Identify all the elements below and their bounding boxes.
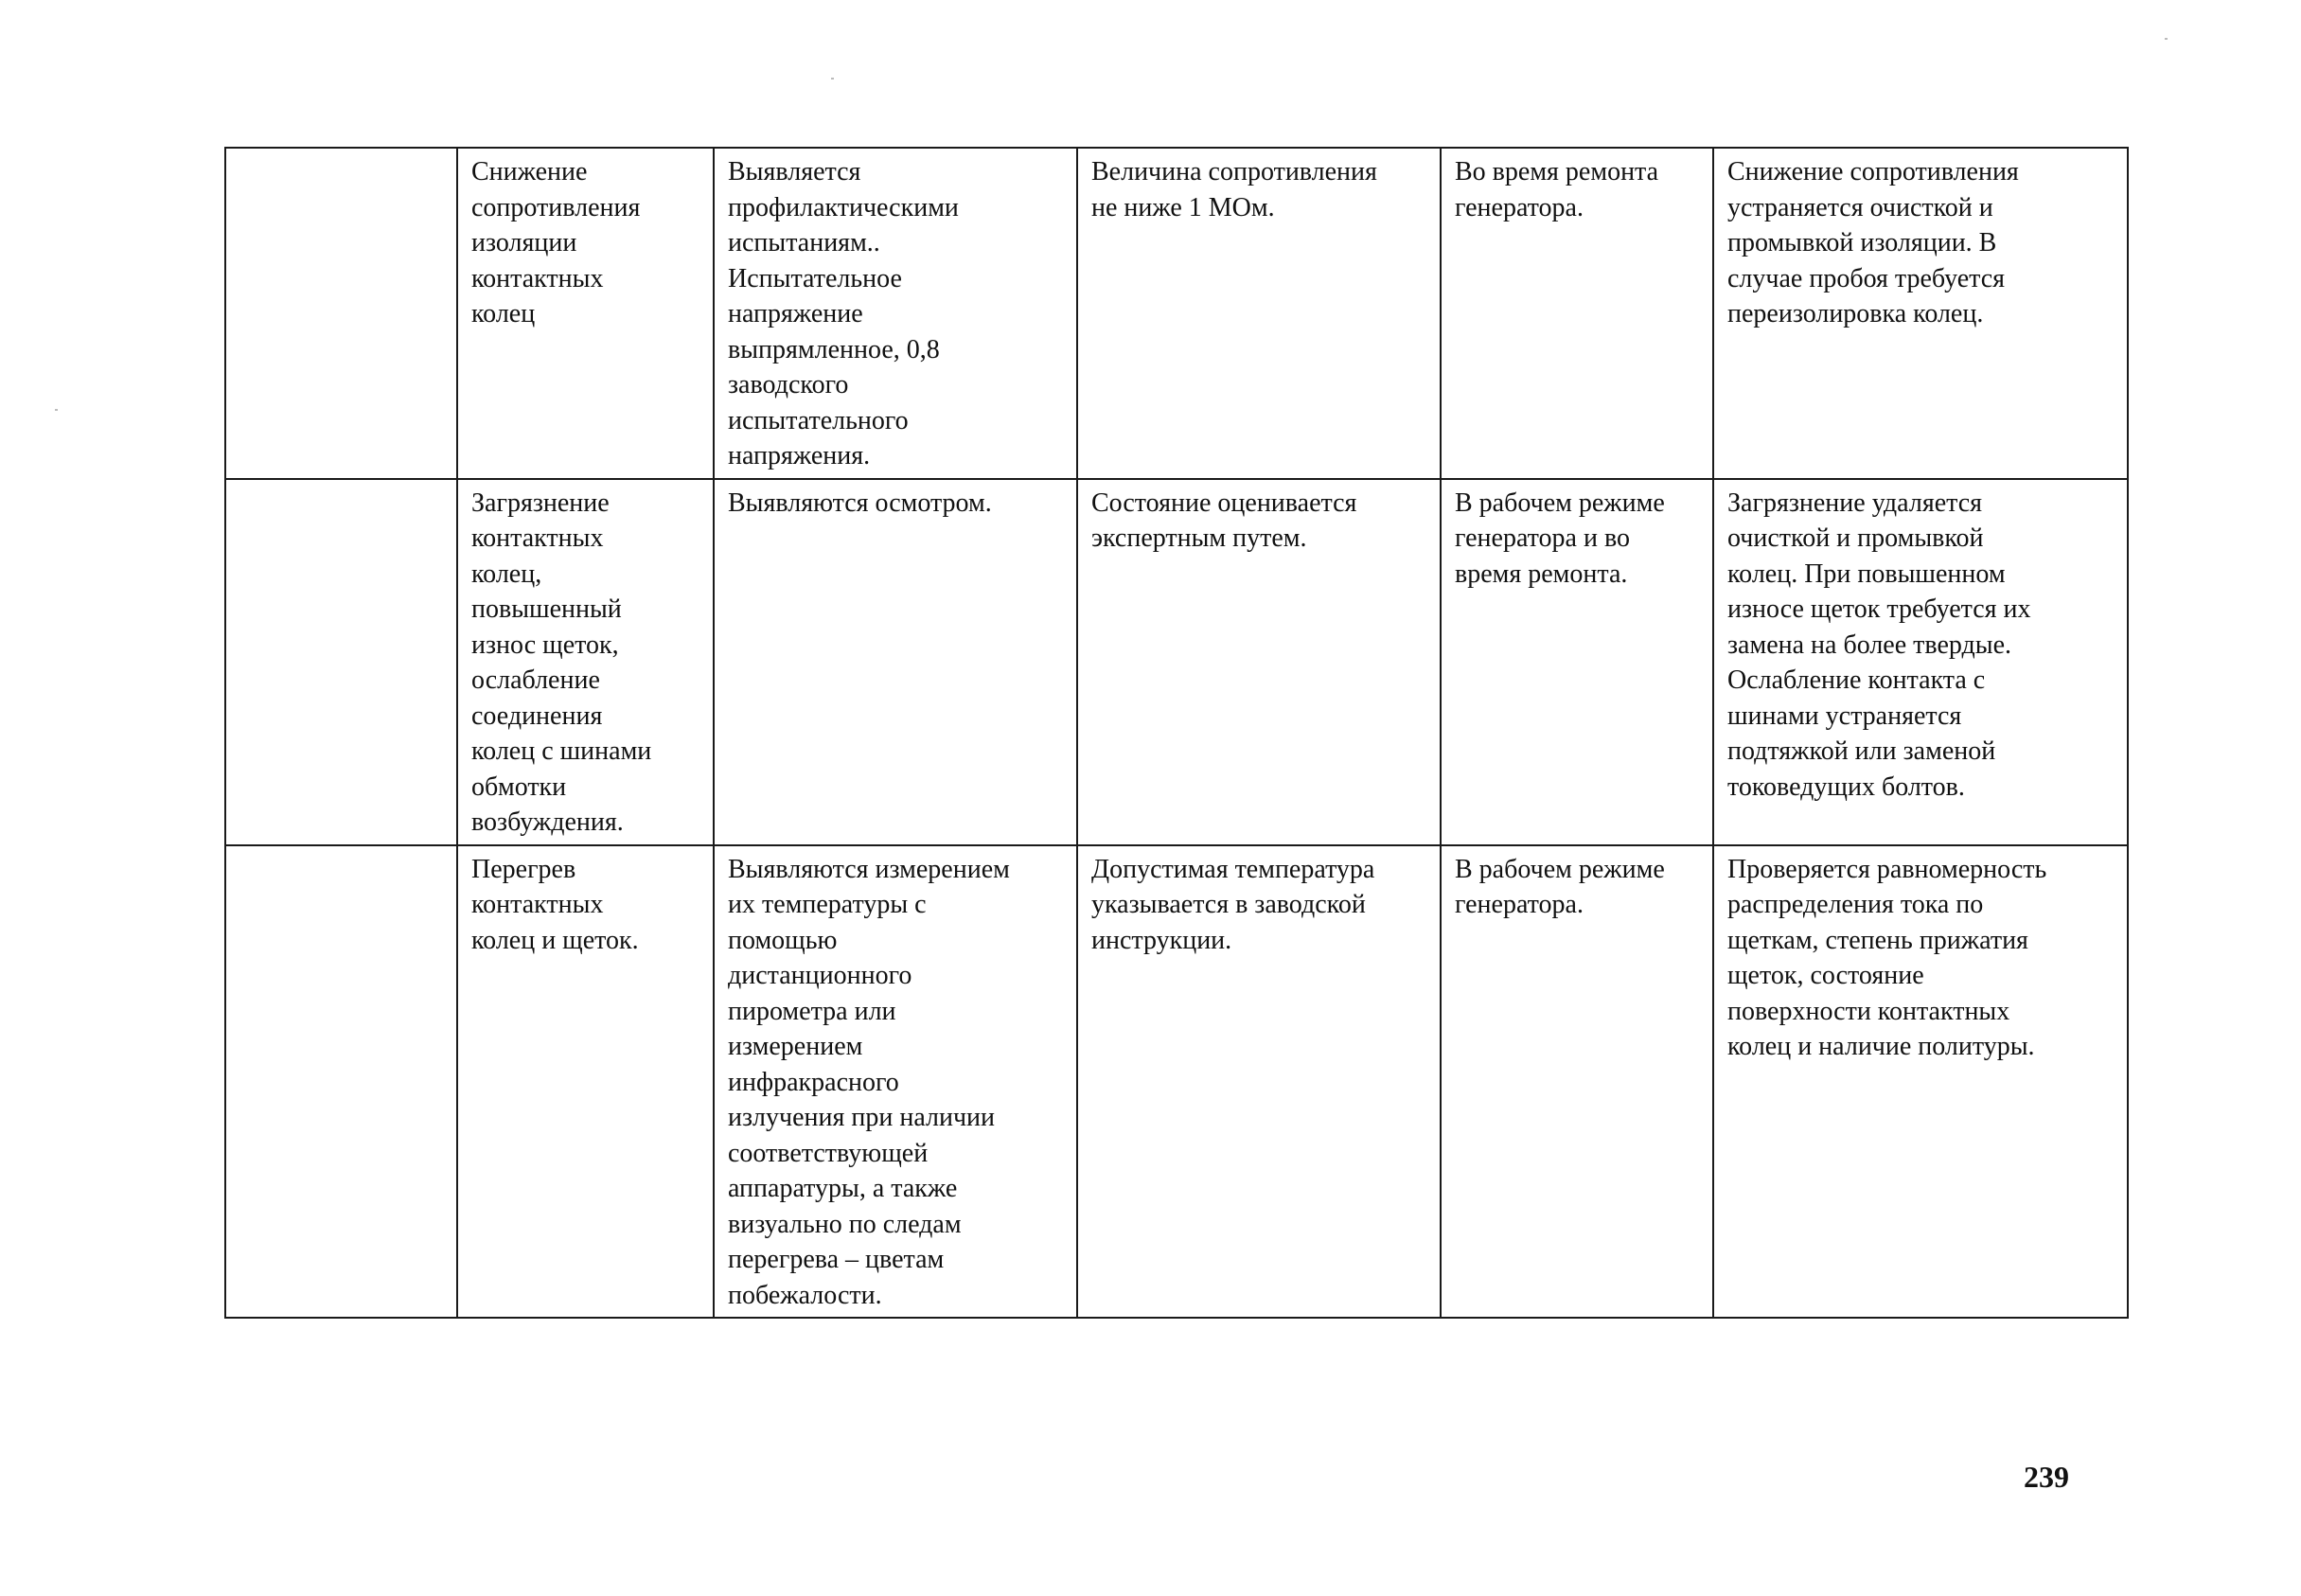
table-cell-defect	[457, 479, 714, 845]
table-row	[225, 148, 2128, 479]
cell-text: Проверяется равномерность распределения тока по щеткам, степень прижатия щеток, состояние поверхности контактных колец и наличие политуры.	[1727, 854, 2047, 1061]
page-number: 239	[2024, 1460, 2069, 1494]
table-cell-remedy	[1713, 845, 2128, 1319]
cell-text: Выявляется профилактическими испытаниям.. Испытательное напряжение выпрямленное, 0,8 заводского испытательного напряжения.	[728, 157, 959, 470]
table-cell-empty	[225, 845, 457, 1319]
table-cell-detection	[714, 479, 1077, 845]
cell-text: Выявляются измерением их температуры с помощью дистанционного пирометра или измерением инфракрасного излучения при наличии соответствующей аппаратуры, а также визуально по следам перегрева – цветам побежалости.	[728, 854, 1010, 1310]
table-cell-remedy	[1713, 148, 2128, 479]
scan-speck	[2165, 38, 2168, 40]
table-cell-timing	[1441, 845, 1713, 1319]
table-cell-detection	[714, 148, 1077, 479]
table-cell-criterion	[1077, 479, 1441, 845]
cell-text: Состояние оценивается экспертным путем.	[1091, 488, 1357, 553]
cell-text: Снижение сопротивления изоляции контактных колец	[471, 157, 641, 328]
cell-text: Во время ремонта генератора.	[1455, 157, 1659, 222]
table-cell-defect	[457, 148, 714, 479]
table-cell-timing	[1441, 148, 1713, 479]
cell-text: Выявляются осмотром.	[728, 488, 992, 518]
cell-text: В рабочем режиме генератора и во время ремонта.	[1455, 488, 1665, 589]
table-cell-remedy	[1713, 479, 2128, 845]
table-cell-timing	[1441, 479, 1713, 845]
table-cell-empty	[225, 148, 457, 479]
table-row	[225, 479, 2128, 845]
cell-text: Загрязнение контактных колец, повышенный износ щеток, ослабление соединения колец с шинами обмотки возбуждения.	[471, 488, 652, 837]
cell-text: В рабочем режиме генератора.	[1455, 854, 1665, 919]
maintenance-table	[224, 147, 2129, 1319]
table-cell-criterion	[1077, 148, 1441, 479]
cell-text: Снижение сопротивления устраняется очисткой и промывкой изоляции. В случае пробоя требуется переизолировка колец.	[1727, 157, 2019, 328]
table-cell-criterion	[1077, 845, 1441, 1319]
scan-speck	[831, 78, 834, 80]
table-cell-defect	[457, 845, 714, 1319]
cell-text: Загрязнение удаляется очисткой и промывкой колец. При повышенном износе щеток требуется их замена на более твердые. Ослабление контакта с шинами устраняется подтяжкой или заменой токоведущих болтов.	[1727, 488, 2031, 802]
cell-text: Перегрев контактных колец и щеток.	[471, 854, 639, 955]
table-cell-detection	[714, 845, 1077, 1319]
table-cell-empty	[225, 479, 457, 845]
table-row	[225, 845, 2128, 1319]
scan-speck	[55, 409, 58, 411]
cell-text: Допустимая температура указывается в заводской инструкции.	[1091, 854, 1375, 955]
cell-text: Величина сопротивления не ниже 1 МОм.	[1091, 157, 1377, 222]
